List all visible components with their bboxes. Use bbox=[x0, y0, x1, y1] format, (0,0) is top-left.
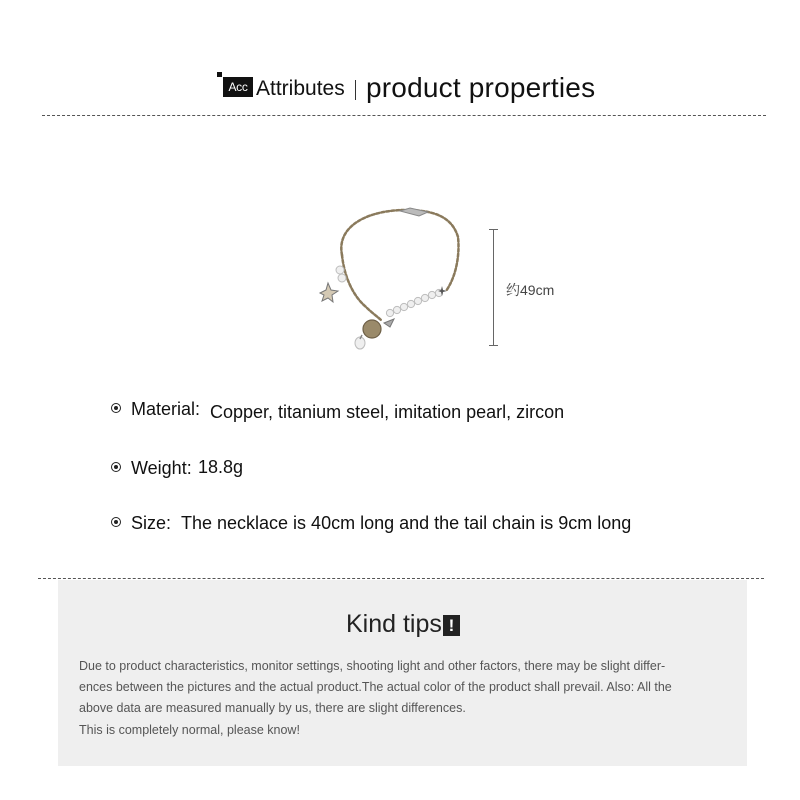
tips-title: Kind tips bbox=[346, 610, 442, 638]
size-value: The necklace is 40cm long and the tail chain is 9cm long bbox=[181, 513, 632, 533]
header-badge: Acc bbox=[223, 77, 253, 97]
length-measure-label: 约49cm bbox=[506, 282, 555, 298]
header-dot-ornament bbox=[217, 72, 222, 77]
tips-text-line: above data are measured manually by us, there are slight differences. bbox=[79, 701, 466, 715]
tips-text-line: ences between the pictures and the actual product.The actual color of the product shall prevail. Also: All the bbox=[79, 680, 672, 694]
tips-text-line: Due to product characteristics, monitor settings, shooting light and other factors, there may be slight differ- bbox=[79, 659, 666, 673]
material-value: Copper, titanium steel, imitation pearl, zircon bbox=[210, 402, 565, 422]
material-label: Material: bbox=[131, 399, 201, 419]
bullet-icon bbox=[111, 462, 121, 472]
size-label: Size: bbox=[131, 513, 172, 533]
bullet-icon bbox=[111, 403, 121, 413]
tips-text-line: This is completely normal, please know! bbox=[79, 723, 300, 737]
tips-panel bbox=[58, 580, 747, 766]
page-title: product properties bbox=[366, 72, 596, 103]
header-divider-bar bbox=[355, 80, 356, 100]
bullet-icon bbox=[111, 517, 121, 527]
length-measure-line bbox=[493, 229, 494, 346]
length-measure-top-cap bbox=[489, 229, 498, 230]
weight-label: Weight: bbox=[131, 458, 192, 478]
weight-value: 18.8g bbox=[198, 457, 244, 477]
bottom-dashed-divider bbox=[38, 578, 764, 579]
top-dashed-divider bbox=[42, 115, 766, 116]
necklace-product-image bbox=[300, 195, 490, 360]
exclamation-icon: ! bbox=[443, 615, 460, 636]
length-measure-bottom-cap bbox=[489, 345, 498, 346]
header-attributes-label: Attributes bbox=[256, 77, 345, 100]
